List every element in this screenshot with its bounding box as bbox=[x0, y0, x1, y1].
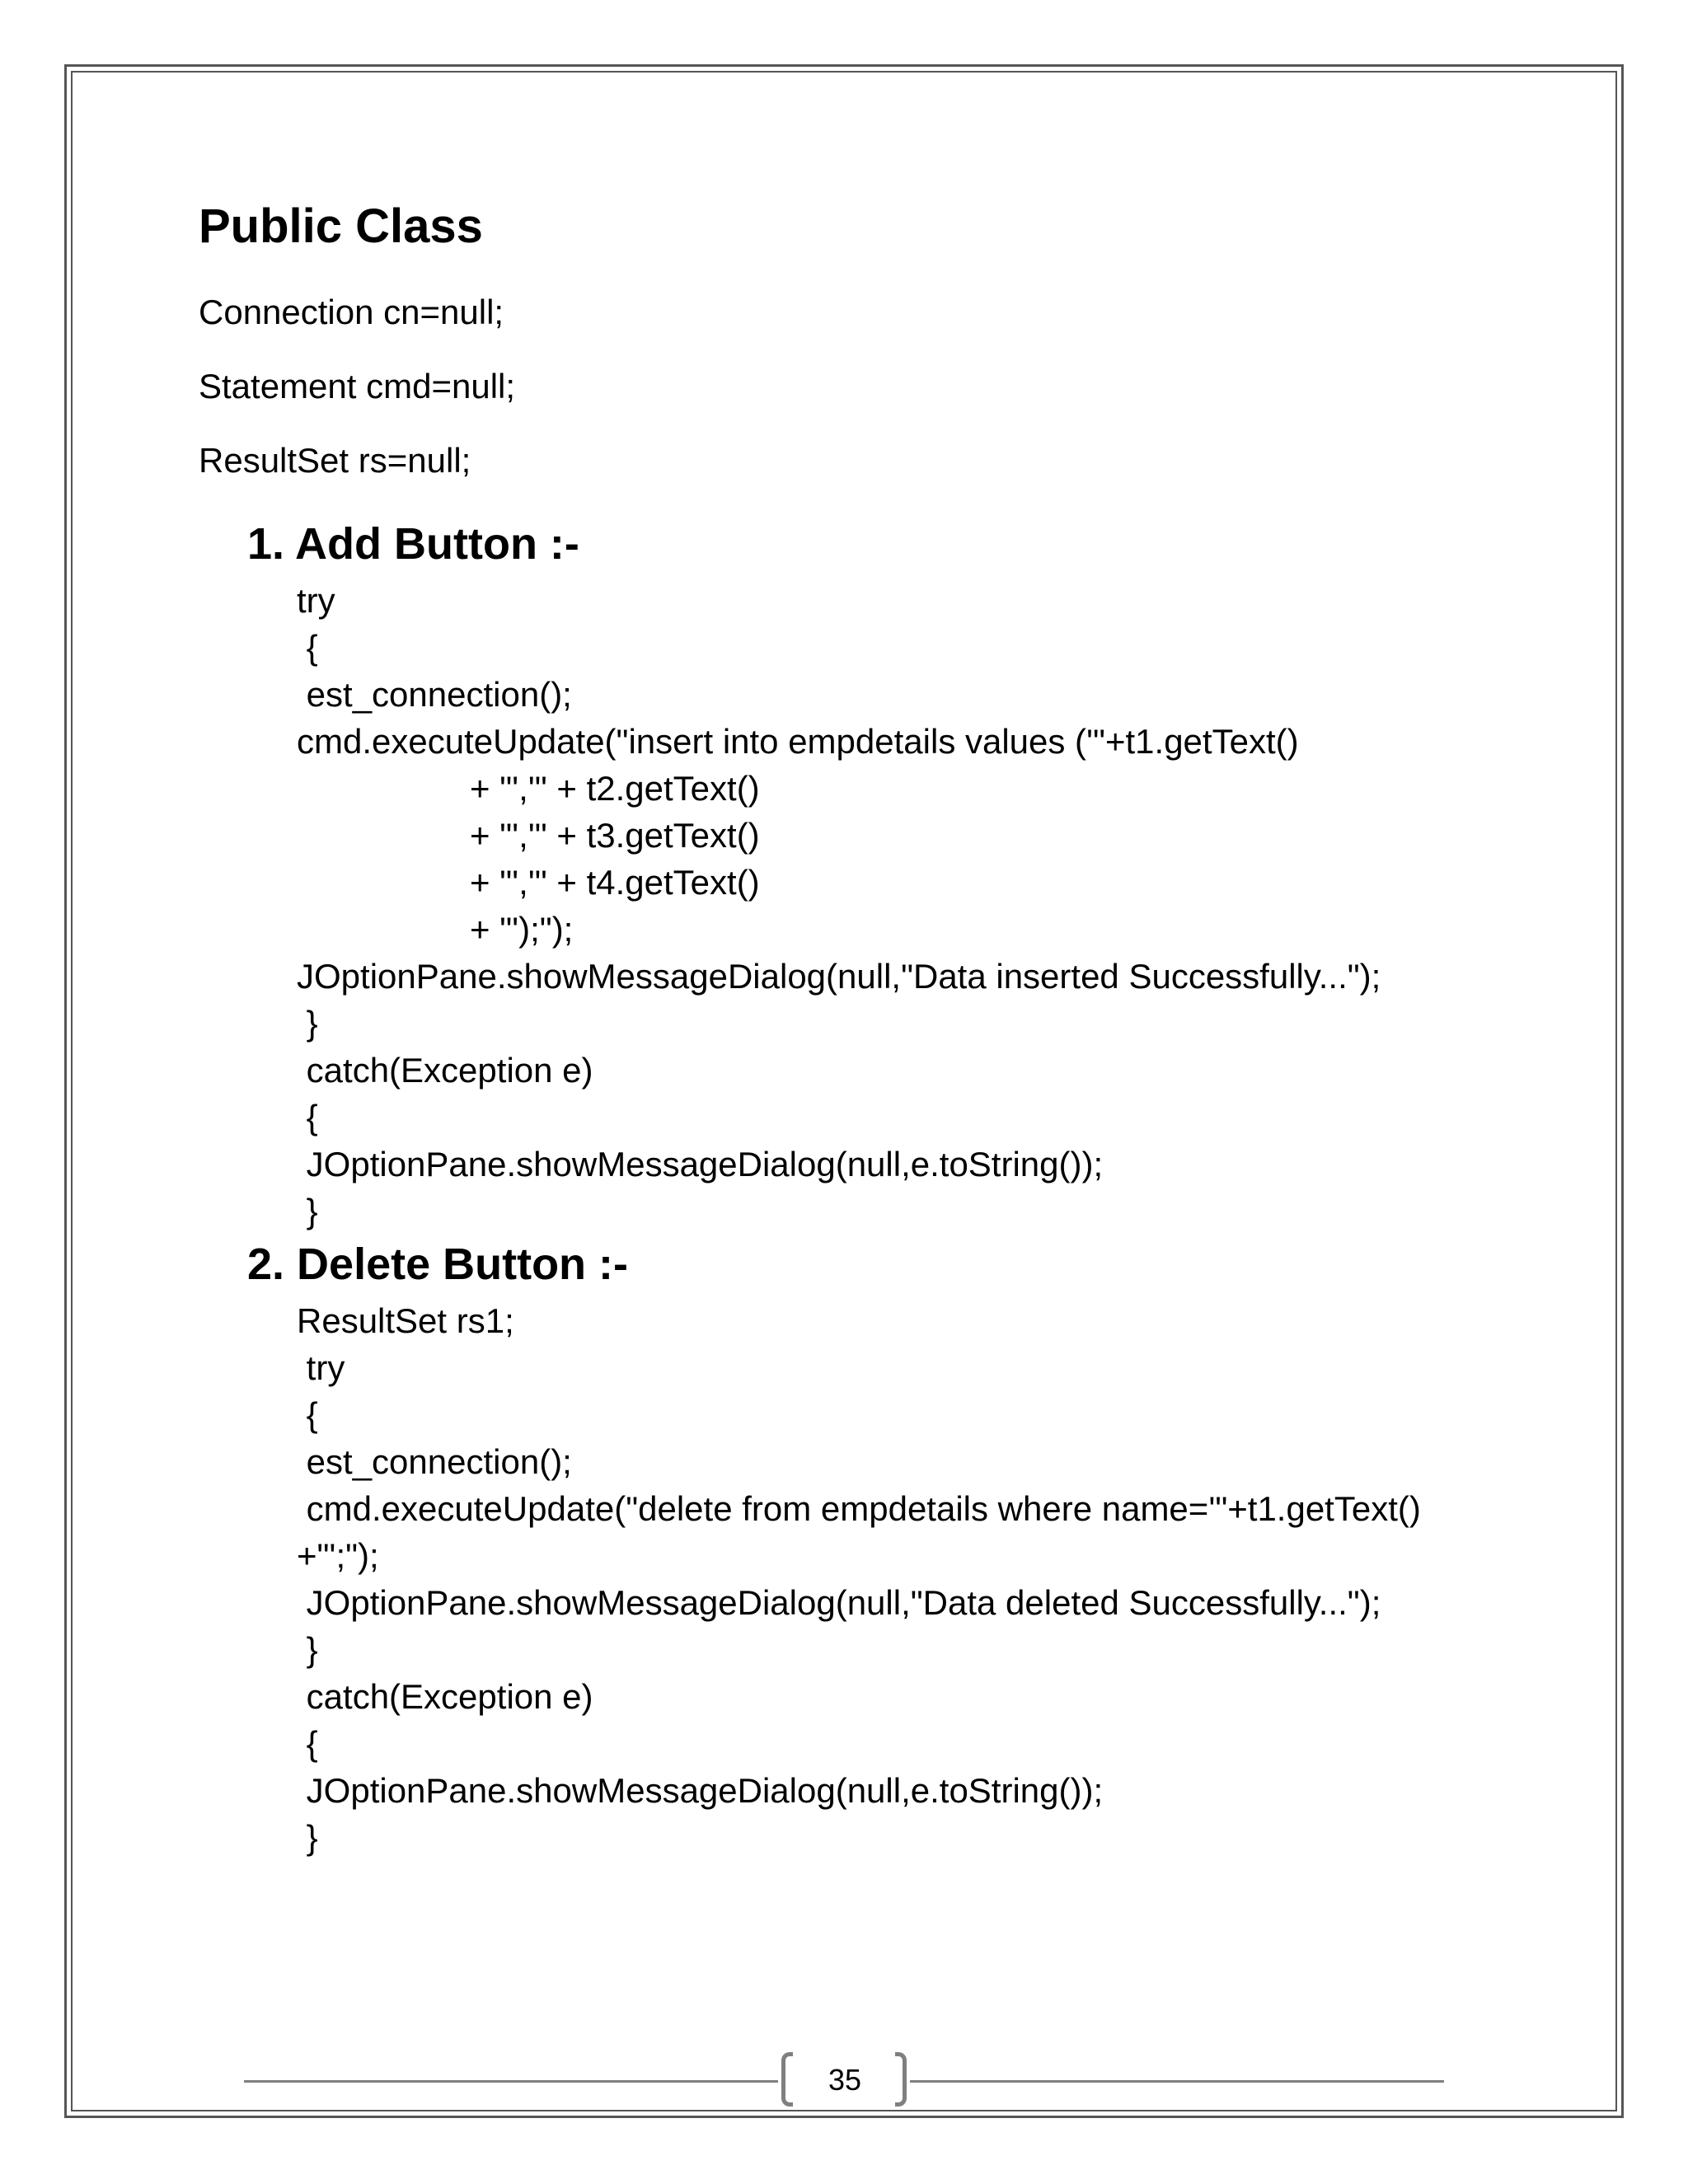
declaration-connection: Connection cn=null; bbox=[199, 293, 504, 331]
code-line: { bbox=[297, 1395, 318, 1434]
code-line: JOptionPane.showMessageDialog(null,"Data inserted Successfully..."); bbox=[297, 957, 1381, 996]
code-line: + "','" + t3.getText() bbox=[470, 816, 760, 855]
code-line: + "','" + t4.getText() bbox=[470, 863, 760, 902]
code-line: + "','" + t2.getText() bbox=[470, 769, 760, 808]
footer-rule-right bbox=[910, 2080, 1444, 2083]
page-title: Public Class bbox=[199, 199, 483, 253]
code-line: { bbox=[297, 628, 318, 667]
code-line: JOptionPane.showMessageDialog(null,"Data deleted Successfully..."); bbox=[297, 1583, 1381, 1622]
code-line: catch(Exception e) bbox=[297, 1677, 593, 1716]
code-line: est_connection(); bbox=[297, 1442, 572, 1481]
page-number-bracket-left bbox=[781, 2052, 793, 2107]
code-line: JOptionPane.showMessageDialog(null,e.toString()); bbox=[297, 1145, 1104, 1183]
code-line: try bbox=[297, 581, 335, 620]
page-number-bracket-right bbox=[895, 2052, 907, 2107]
code-line: catch(Exception e) bbox=[297, 1051, 593, 1090]
code-line: } bbox=[297, 1630, 318, 1669]
code-line: { bbox=[297, 1098, 318, 1137]
code-line: cmd.executeUpdate("delete from empdetails where name='"+t1.getText() bbox=[297, 1489, 1421, 1528]
footer-rule-left bbox=[244, 2080, 778, 2083]
code-line: cmd.executeUpdate("insert into empdetails values ('"+t1.getText() bbox=[297, 722, 1299, 761]
code-line: est_connection(); bbox=[297, 675, 572, 714]
page-number: 35 bbox=[828, 2063, 862, 2097]
code-line: { bbox=[297, 1724, 318, 1763]
section-heading-delete-button: 2. Delete Button :- bbox=[247, 1240, 629, 1289]
code-line: } bbox=[297, 1004, 318, 1043]
code-line: +"';"); bbox=[297, 1536, 379, 1575]
code-line: + "');"); bbox=[470, 910, 574, 949]
code-line: } bbox=[297, 1818, 318, 1857]
code-line: JOptionPane.showMessageDialog(null,e.toString()); bbox=[297, 1771, 1104, 1810]
section-heading-add-button: 1. Add Button :- bbox=[247, 519, 579, 569]
declaration-statement: Statement cmd=null; bbox=[199, 367, 516, 405]
code-line: ResultSet rs1; bbox=[297, 1301, 514, 1340]
declaration-resultset: ResultSet rs=null; bbox=[199, 441, 471, 480]
code-line: } bbox=[297, 1192, 318, 1230]
code-line: try bbox=[297, 1348, 345, 1387]
